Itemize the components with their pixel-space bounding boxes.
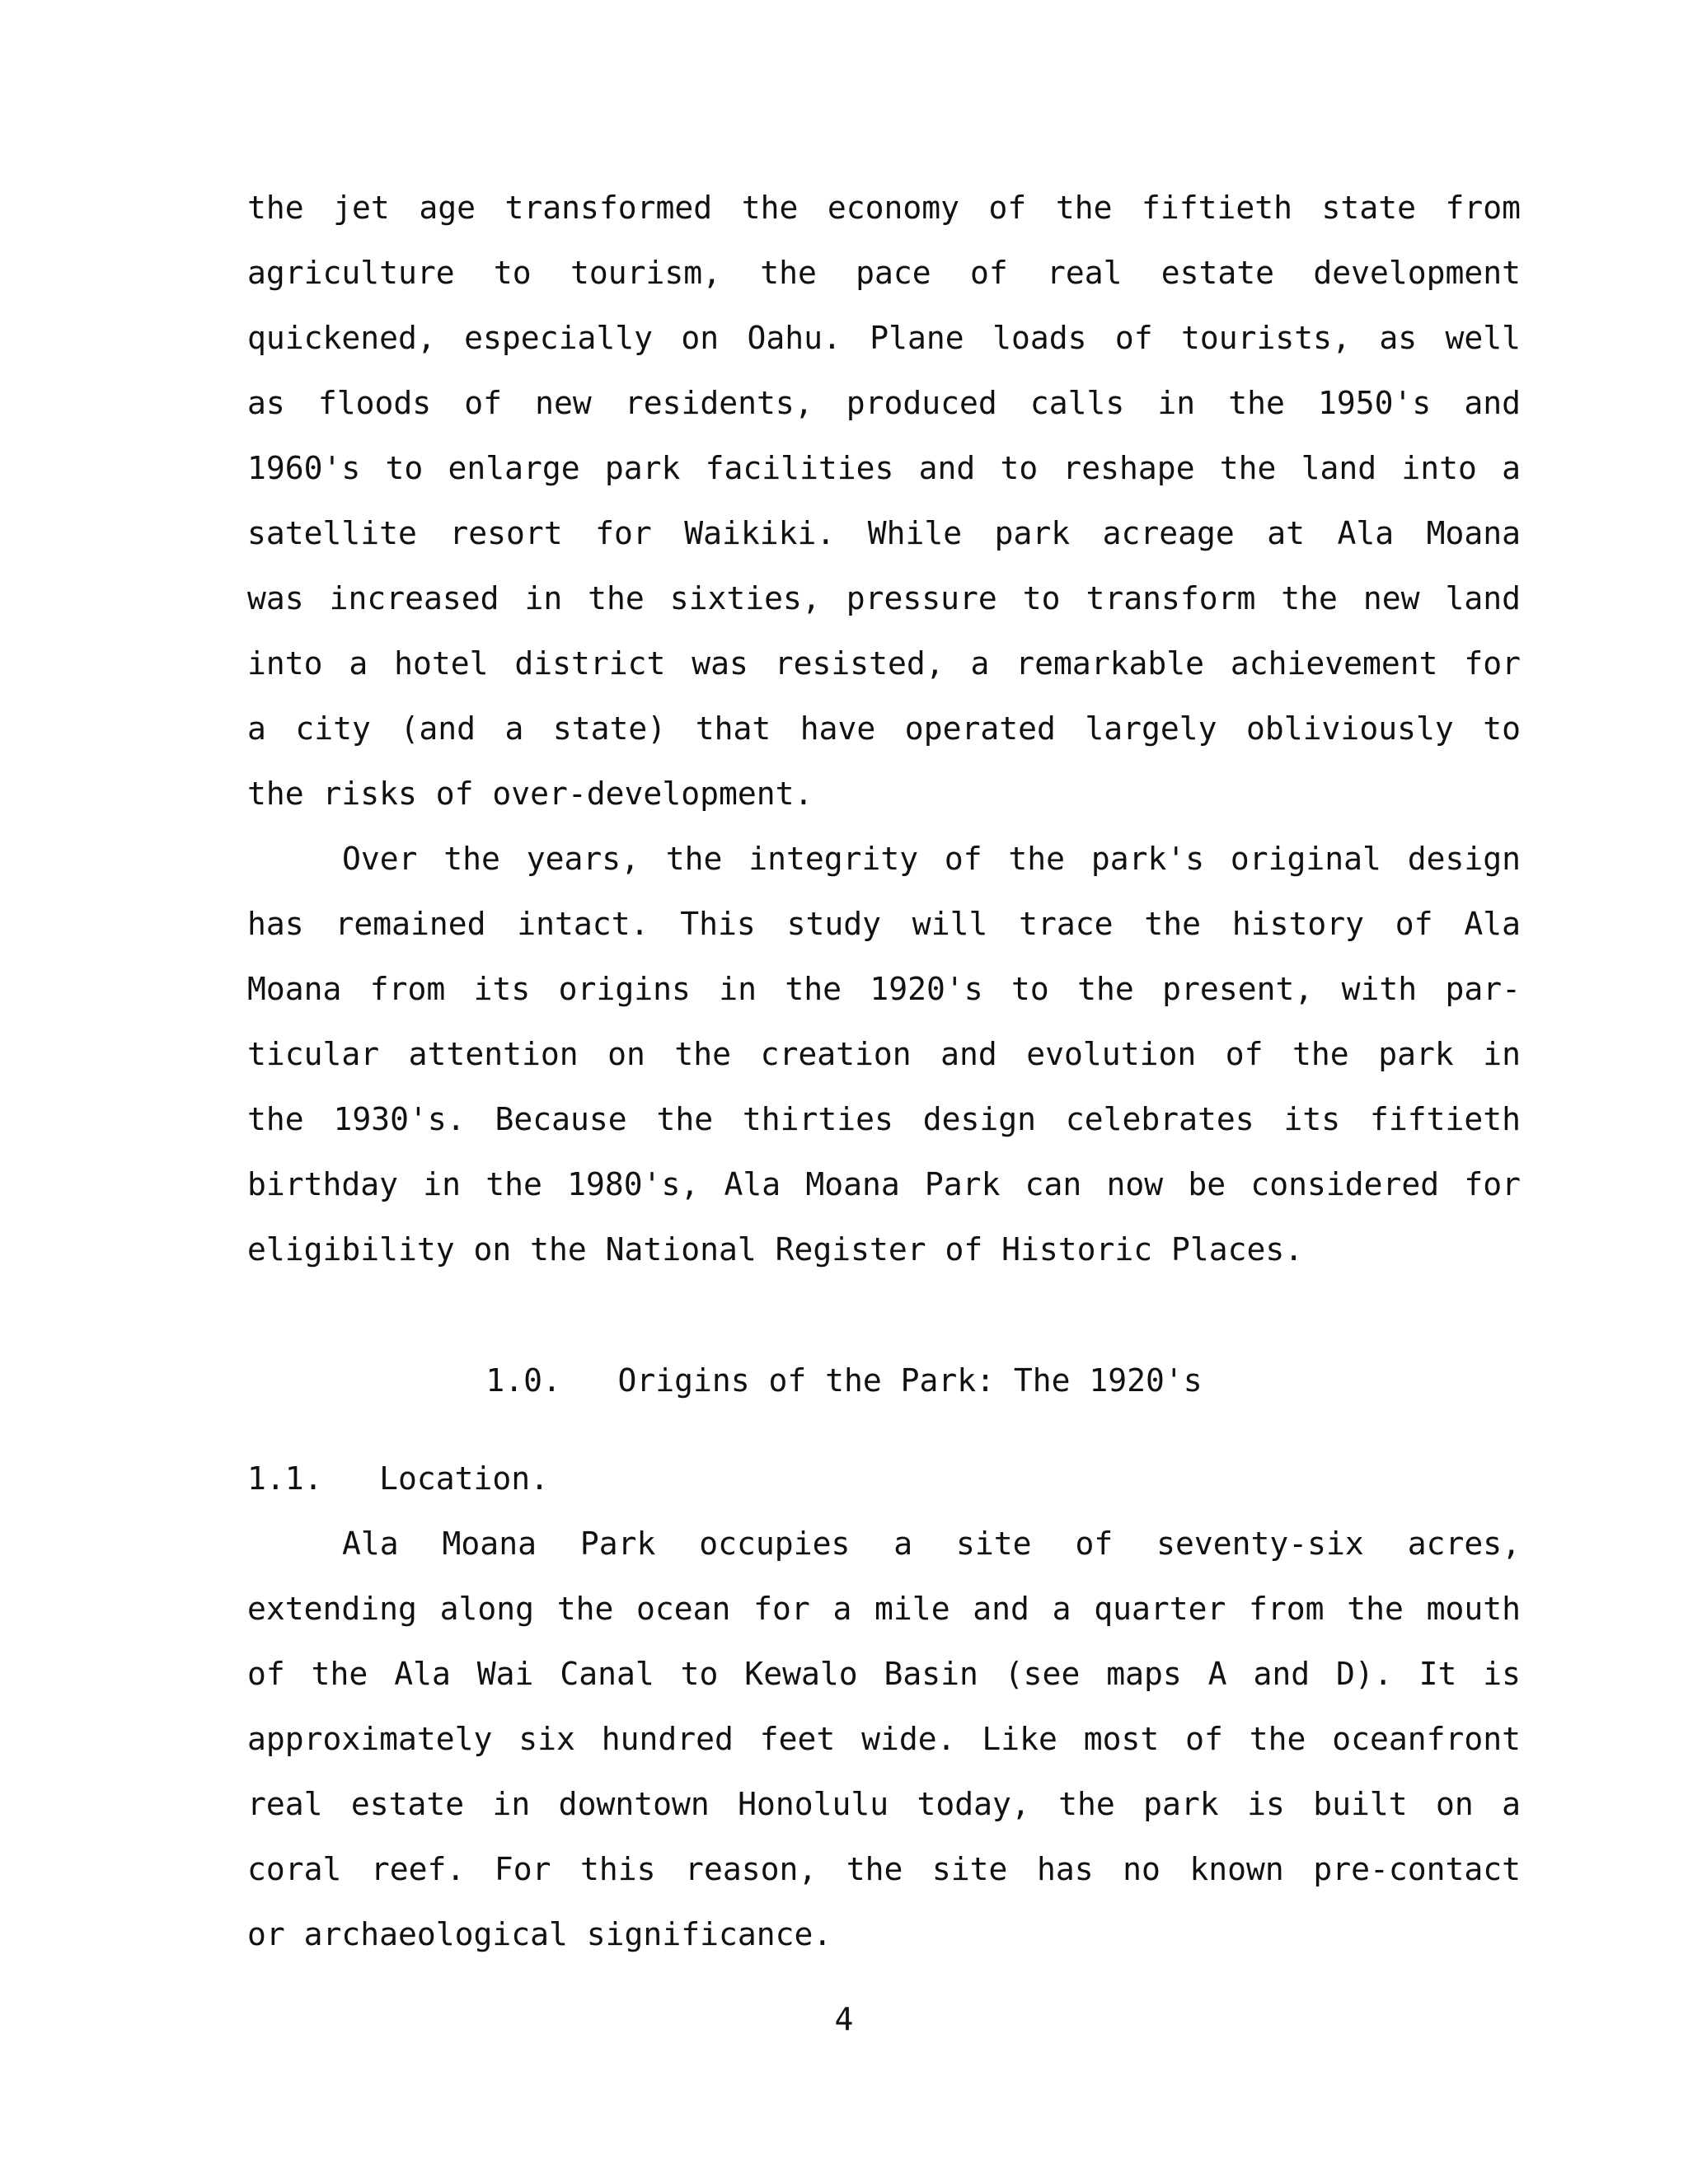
text-line: a city (and a state) that have operated largely obliviously to xyxy=(247,710,1521,747)
text-line: ticular attention on the creation and evolution of the park in xyxy=(247,1036,1521,1072)
text-line: birthday in the 1980's, Ala Moana Park can now be considered for xyxy=(247,1166,1521,1202)
text-line: or archaeological significance. xyxy=(247,1916,832,1952)
text-line: has remained intact. This study will trace the history of Ala xyxy=(247,906,1521,942)
text-line: Over the years, the integrity of the park's original design xyxy=(342,841,1521,877)
text-line: agriculture to tourism, the pace of real estate development xyxy=(247,255,1521,291)
text-line: of the Ala Wai Canal to Kewalo Basin (see maps A and D). It is xyxy=(247,1656,1521,1692)
text-line: Ala Moana Park occupies a site of seventy-six acres, xyxy=(342,1526,1521,1562)
text-line: the 1930's. Because the thirties design celebrates its fiftieth xyxy=(247,1101,1521,1137)
text-line: quickened, especially on Oahu. Plane loads of tourists, as well xyxy=(247,320,1521,356)
text-line: real estate in downtown Honolulu today, the park is built on a xyxy=(247,1786,1521,1822)
text-line: into a hotel district was resisted, a remarkable achievement for xyxy=(247,645,1521,682)
subsection-heading: 1.1. Location. xyxy=(247,1460,550,1497)
text-line: approximately six hundred feet wide. Like most of the oceanfront xyxy=(247,1721,1521,1757)
section-heading: 1.0. Origins of the Park: The 1920's xyxy=(485,1362,1203,1399)
text-line: eligibility on the National Register of Historic Places. xyxy=(247,1231,1304,1268)
text-line: satellite resort for Waikiki. While park acreage at Ala Moana xyxy=(247,515,1521,551)
page-number: 4 xyxy=(834,2001,854,2037)
text-line: the risks of over-development. xyxy=(247,776,814,812)
text-line: 1960's to enlarge park facilities and to reshape the land into a xyxy=(247,450,1521,486)
text-line: extending along the ocean for a mile and a quarter from the mouth xyxy=(247,1591,1521,1627)
text-line: coral reef. For this reason, the site has no known pre-contact xyxy=(247,1851,1521,1887)
text-line: Moana from its origins in the 1920's to the present, with par- xyxy=(247,971,1521,1007)
text-line: was increased in the sixties, pressure to transform the new land xyxy=(247,580,1521,616)
text-line: the jet age transformed the economy of the fiftieth state from xyxy=(247,190,1521,226)
text-line: as floods of new residents, produced calls in the 1950's and xyxy=(247,385,1521,421)
